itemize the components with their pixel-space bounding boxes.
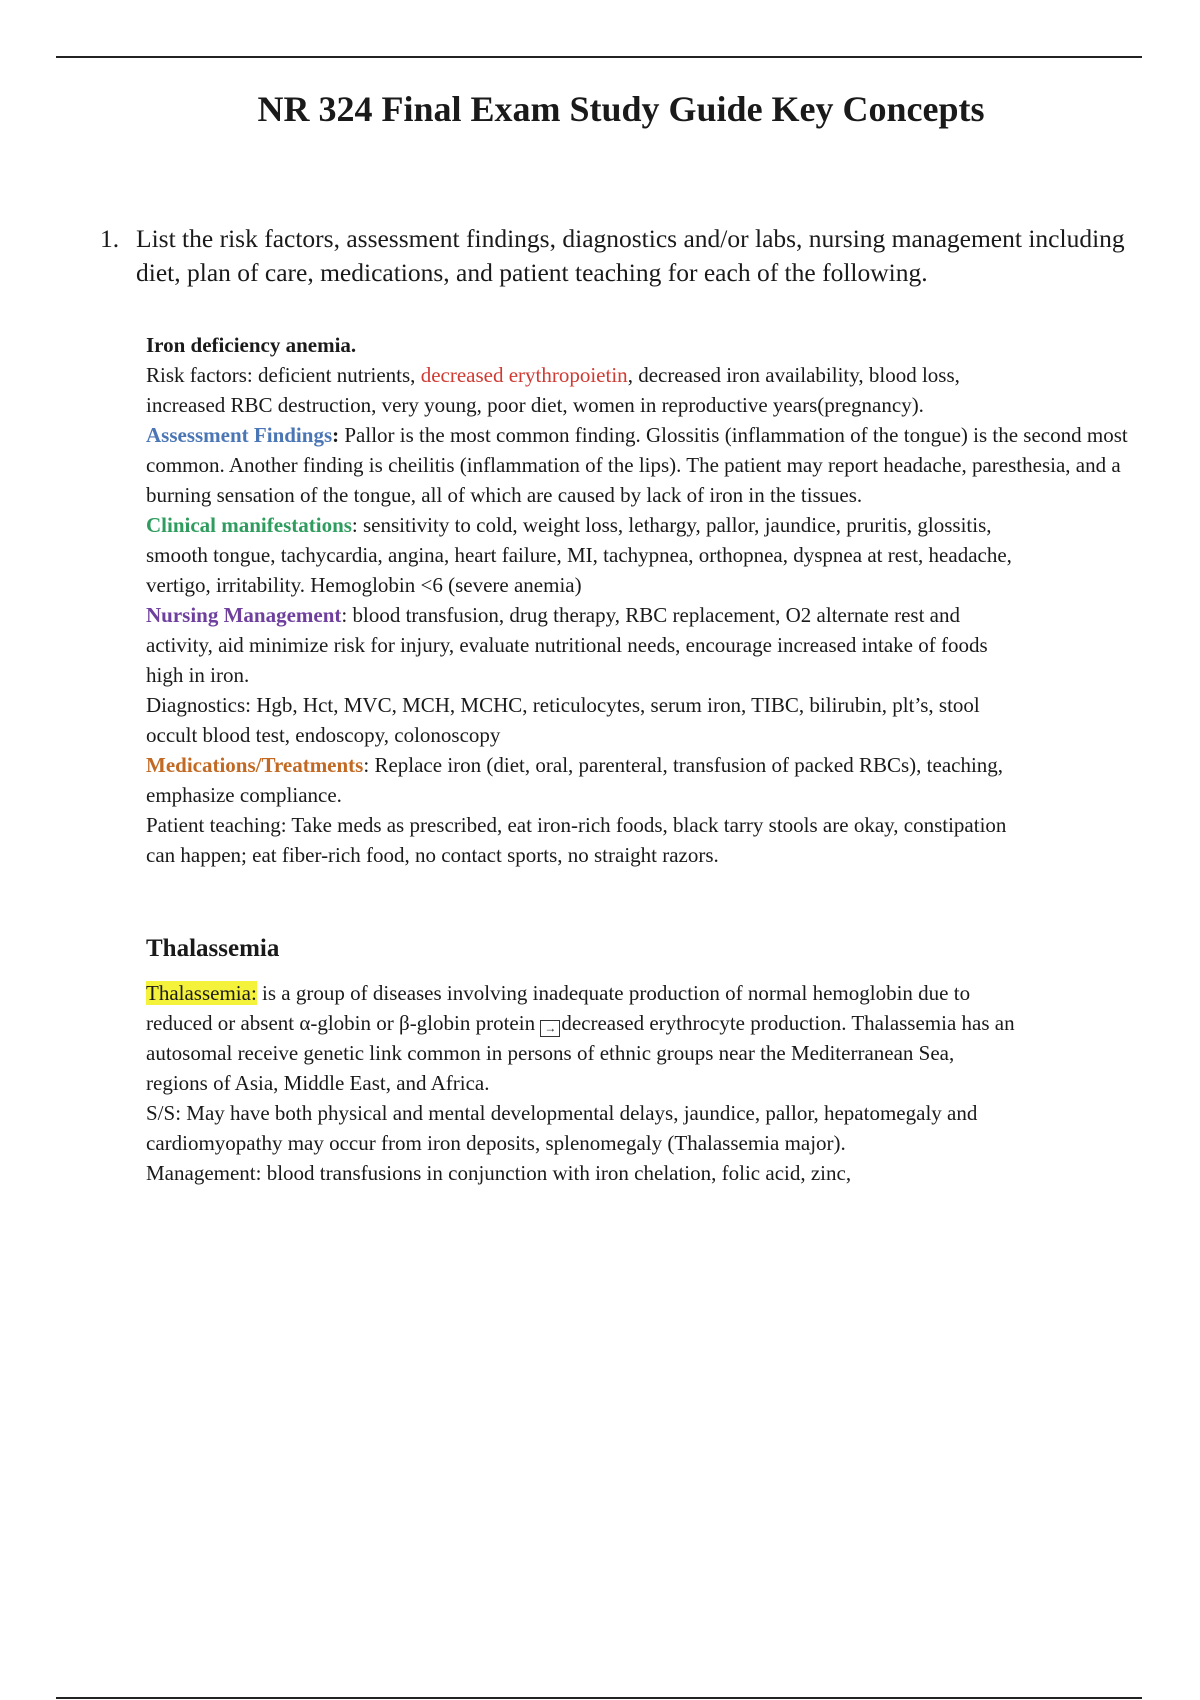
nursing-text: : blood transfusion, drug therapy, RBC replacement, O2 alternate rest and activity, aid minimize risk for injury, evaluate nutritional needs, encourage increased intake of foods high in iron. [146,603,988,687]
thalassemia-heading: Thalassemia [146,935,280,962]
thalassemia-definition-text-2: decreased erythrocyte production. Thalassemia has an autosomal receive genetic link common in persons of ethnic groups near the Mediterranean Sea, regions of Asia, Middle East, and Africa. [146,1011,1015,1095]
question-number: 1. [100,224,120,253]
clinical-paragraph [146,510,1016,600]
top-rule [56,56,1142,58]
thalassemia-section [146,932,1156,1188]
assessment-text: Pallor is the most common finding. Glossitis (inflammation of the tongue) is the second most common. Another finding is cheilitis (inflammation of the lips). The patient may report headache, paresthesia, and a burning sensation of the tongue, all of which are caused by lack of iron in the tissues. [146,423,1128,507]
thalassemia-signs-symptoms: S/S: May have both physical and mental developmental delays, jaundice, pallor, hepatomegaly and cardiomyopathy may occur from iron deposits, splenomegaly (Thalassemia major). [146,1101,978,1155]
clinical-text: : sensitivity to cold, weight loss, lethargy, pallor, jaundice, pruritis, glossitis, smooth tongue, tachycardia, angina, heart failure, MI, tachypnea, orthopnea, dyspnea at rest, headache, vertigo, irritability. Hemoglobin <6 (severe anemia) [146,513,1012,597]
bottom-rule [56,1697,1142,1699]
thalassemia-definition [146,978,1016,1098]
patient-teaching-paragraph: Patient teaching: Take meds as prescribed, eat iron-rich foods, black tarry stools are okay, constipation can happen; eat fiber-rich food, no contact sports, no straight razors. [146,813,1007,867]
question-text: List the risk factors, assessment findings, diagnostics and/or labs, nursing management including diet, plan of care, medications, and patient teaching for each of the following. [136,224,1125,287]
document-body [146,330,1156,1188]
risk-factors-prefix: Risk factors: deficient nutrients, [146,363,421,387]
medications-text: : Replace iron (diet, oral, parenteral, transfusion of packed RBCs), teaching, emphasize compliance. [146,753,1004,807]
page-title: NR 324 Final Exam Study Guide Key Concepts [257,89,985,129]
medications-paragraph [146,750,1016,810]
assessment-paragraph [146,420,1156,510]
risk-factors-highlight: decreased erythropoietin [420,363,628,387]
thalassemia-management: Management: blood transfusions in conjunction with iron chelation, folic acid, zinc, [146,1161,852,1185]
assessment-label: Assessment Findings [146,423,333,447]
iron-deficiency-section [146,330,1156,870]
thalassemia-label: Thalassemia: [146,981,257,1005]
nursing-label: Nursing Management [146,603,342,627]
arrow-symbol-icon: → [540,1020,560,1037]
assessment-colon: : [332,423,340,447]
iron-heading: Iron deficiency anemia. [146,333,357,357]
clinical-label: Clinical manifestations [146,513,352,537]
risk-factors-suffix: , decreased iron availability, blood loss, increased RBC destruction, very young, poor diet, women in reproductive years(pregnancy). [146,363,960,417]
medications-label: Medications/Treatments [146,753,364,777]
diagnostics-paragraph: Diagnostics: Hgb, Hct, MVC, MCH, MCHC, reticulocytes, serum iron, TIBC, bilirubin, plt’s, stool occult blood test, endoscopy, colonoscopy [146,693,980,747]
thalassemia-definition-text-1: is a group of diseases involving inadequate production of normal hemoglobin due to reduced or absent α-globin or β-globin protein [146,981,971,1035]
nursing-paragraph [146,600,1006,690]
risk-factors-paragraph [146,360,1016,420]
question-1 [100,222,1140,290]
